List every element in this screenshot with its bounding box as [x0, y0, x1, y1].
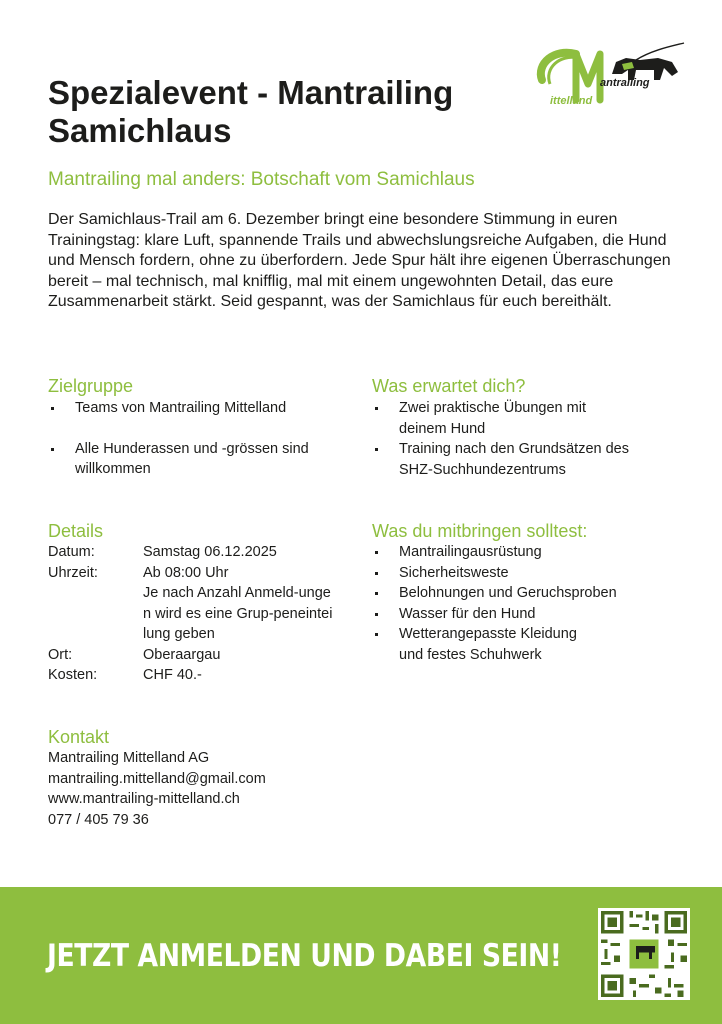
- contact-email[interactable]: mantrailing.mittelland@gmail.com: [48, 770, 266, 787]
- details-row: [48, 583, 348, 645]
- list-item: Zwei praktische Übungen mit deinem Hund: [372, 398, 672, 439]
- list-item: Mantrailingausrüstung: [372, 542, 682, 563]
- details-heading: Details: [48, 521, 104, 541]
- details-label: Ort:: [48, 646, 73, 663]
- kontakt-heading: Kontakt: [48, 727, 110, 747]
- details-value: Samstag 06.12.2025: [143, 544, 277, 560]
- details-label: Datum:: [48, 544, 95, 560]
- list-item: Belohnungen und Geruchsproben: [372, 583, 682, 604]
- zielgruppe-heading: Zielgruppe: [48, 376, 134, 396]
- erwartet-list: [372, 398, 672, 480]
- qr-code-icon[interactable]: [598, 908, 690, 1000]
- list-item: Training nach den Grundsätzen des SHZ-Suchhundezentrums: [372, 439, 672, 480]
- details-row: [48, 645, 348, 666]
- list-item: Alle Hunderassen und -grössen sind willkommen: [48, 439, 348, 480]
- title-line-1: Spezialevent - Mantrailing: [48, 74, 454, 111]
- details-value: Je nach Anzahl Anmeld-ungen wird es eine Grup-peneinteilung geben: [143, 585, 333, 642]
- details-label: [48, 583, 143, 645]
- details-value: CHF 40.-: [143, 667, 202, 683]
- cta-text: JETZT ANMELDEN UND DABEI SEIN!: [47, 938, 562, 974]
- mitbringen-heading: Was du mitbringen solltest:: [372, 521, 588, 541]
- logo-text-mittelland: ittelland: [550, 95, 593, 107]
- title-line-2: Samichlaus: [48, 112, 232, 149]
- details-label: Kosten:: [48, 667, 98, 683]
- erwartet-heading: Was erwartet dich?: [372, 376, 526, 396]
- details-value: Oberaargau: [143, 646, 221, 663]
- details-label: Uhrzeit:: [48, 564, 98, 581]
- page-title: [48, 74, 518, 150]
- list-item: Teams von Mantrailing Mittelland: [48, 398, 348, 419]
- details-value: Ab 08:00 Uhr: [143, 564, 229, 581]
- contact-company: Mantrailing Mittelland AG: [48, 750, 210, 766]
- list-item: Wasser für den Hund: [372, 604, 682, 625]
- details-row: [48, 665, 348, 686]
- contact-phone[interactable]: 077 / 405 79 36: [48, 811, 149, 828]
- details-table: [48, 542, 348, 686]
- contact-website[interactable]: www.mantrailing-mittelland.ch: [48, 791, 240, 807]
- logo-text-mantrailing: antrailing: [600, 77, 650, 89]
- subtitle: Mantrailing mal anders: Botschaft vom Samichlaus: [48, 169, 475, 190]
- list-item: Sicherheitsweste: [372, 563, 682, 584]
- details-row: [48, 563, 348, 584]
- zielgruppe-list: [48, 398, 348, 480]
- contact-block: [48, 748, 266, 830]
- list-item: Wetterangepasste Kleidung und festes Schuhwerk: [372, 624, 682, 665]
- mitbringen-list: [372, 542, 682, 665]
- intro-paragraph: Der Samichlaus-Trail am 6. Dezember bringt eine besondere Stimmung in euren Trainingstag: klare Luft, spannende Trails und abwechslungsreiche Aufgaben, die Hund und Mensch fordern, ohne zu überfordern. Jede Spur hält ihre eigenen Überraschungen bereit – mal technisch, mal knifflig, mal mit einem ungewohnten Detail, das eure Zusammenarbeit stärkt. Seid gespannt, was der Samichlaus für euch bereithält.: [48, 211, 671, 310]
- details-row: [48, 542, 348, 563]
